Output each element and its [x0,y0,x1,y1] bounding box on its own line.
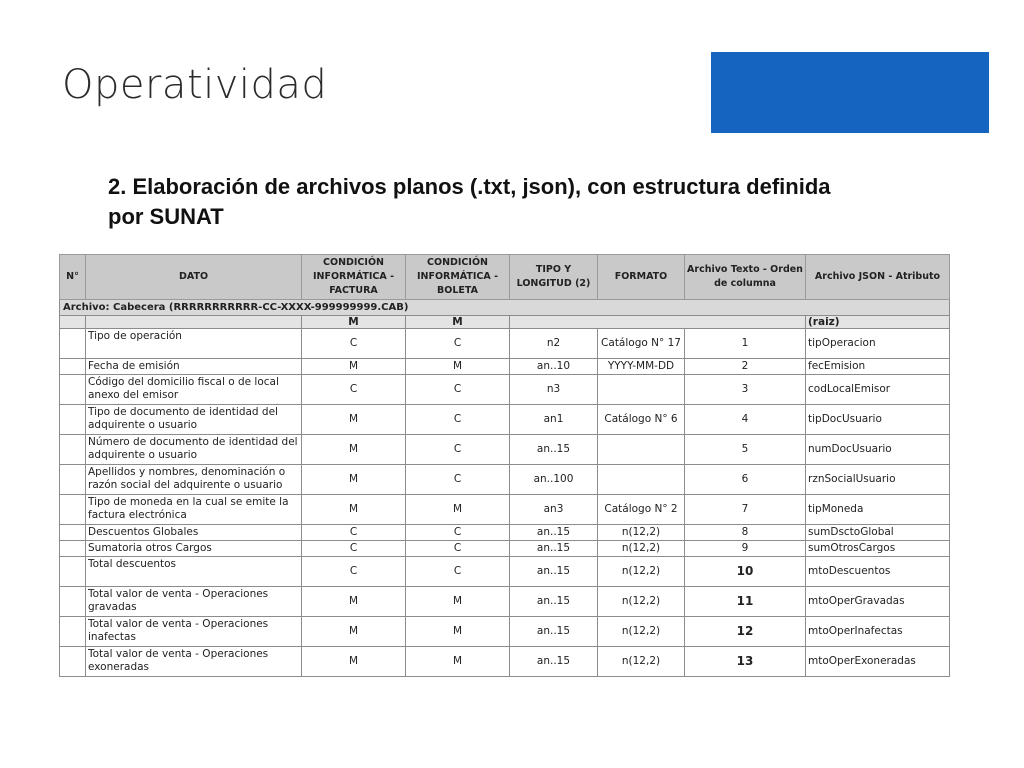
cell-tipo-longitud: an..15 [510,647,598,677]
header-cond-boleta: CONDICIÓN INFORMÁTICA - BOLETA [406,255,510,300]
cell-cond-factura: M [302,617,406,647]
cell-dato: Tipo de operación [86,329,302,359]
cell-cond-factura: C [302,329,406,359]
cell-tipo-longitud: an..10 [510,359,598,375]
cell-dato: Número de documento de identidad del adquirente o usuario [86,435,302,465]
cell-atributo-json: rznSocialUsuario [806,465,950,495]
table-row [60,435,950,465]
table-row [60,587,950,617]
cell-n [60,647,86,677]
cell-cond-factura: M [302,359,406,375]
cell-dato: Fecha de emisión [86,359,302,375]
slide-title: Operatividad [62,62,328,108]
cell-orden-columna: 3 [685,375,806,405]
cell-cond-boleta: C [406,375,510,405]
cell-cond-boleta: M [406,359,510,375]
table-row [60,525,950,541]
table-row [60,359,950,375]
cell-n [60,587,86,617]
cell-dato: Apellidos y nombres, denominación o razón social del adquirente o usuario [86,465,302,495]
cell-cond-factura: C [302,375,406,405]
cell-orden-columna: 12 [685,617,806,647]
table-row [60,617,950,647]
table-row [60,557,950,587]
cell-n [60,405,86,435]
cell-dato: Código del domicilio fiscal o de local anexo del emisor [86,375,302,405]
cell-formato: Catálogo N° 17 [598,329,685,359]
cell-cond-boleta: M [406,587,510,617]
cell-n [60,435,86,465]
cell-atributo-json: mtoOperGravadas [806,587,950,617]
cell-cond-factura: M [302,465,406,495]
slide-subtitle: 2. Elaboración de archivos planos (.txt, json), con estructura definida por SUNAT [108,174,831,229]
cell-cond-factura: M [302,405,406,435]
cell-atributo-json: numDocUsuario [806,435,950,465]
cell-dato: Tipo de moneda en la cual se emite la factura electrónica [86,495,302,525]
cell-cond-factura: M [302,647,406,677]
cell-dato: Sumatoria otros Cargos [86,541,302,557]
cell-cond-boleta: C [406,541,510,557]
cell-cond-factura: C [302,525,406,541]
cell-cond-factura: M [302,435,406,465]
cell-cond-factura: M [302,495,406,525]
accent-block [711,52,989,133]
header-tipo-longitud: TIPO Y LONGITUD (2) [510,255,598,300]
cell-orden-columna: 11 [685,587,806,617]
cell-formato: n(12,2) [598,647,685,677]
cell-orden-columna: 10 [685,557,806,587]
cell-tipo-longitud: an..15 [510,435,598,465]
header-archivo-json: Archivo JSON - Atributo [806,255,950,300]
cell-orden-columna: 8 [685,525,806,541]
cell-tipo-longitud: n3 [510,375,598,405]
cell-atributo-json: mtoOperExoneradas [806,647,950,677]
cell-formato [598,435,685,465]
cell-cond-boleta: C [406,435,510,465]
cell-orden-columna: 13 [685,647,806,677]
cell-dato: Total descuentos [86,557,302,587]
cell-n [60,495,86,525]
cell-atributo-json: sumOtrosCargos [806,541,950,557]
cell-dato: Total valor de venta - Operaciones inafectas [86,617,302,647]
cell-dato: Descuentos Globales [86,525,302,541]
cell-n [60,329,86,359]
table-row [60,405,950,435]
cell-formato: n(12,2) [598,525,685,541]
header-formato: FORMATO [598,255,685,300]
cell-atributo-json: mtoDescuentos [806,557,950,587]
cell-cond-boleta: M [406,647,510,677]
mandatory-factura: M [302,316,406,329]
mandatory-json: (raiz) [806,316,950,329]
file-label-row [60,300,950,316]
table-row [60,465,950,495]
cell-tipo-longitud: an..15 [510,617,598,647]
file-label: Archivo: Cabecera (RRRRRRRRRRR-CC-XXXX-999999999.CAB) [60,300,950,316]
header-archivo-texto: Archivo Texto - Orden de columna [685,255,806,300]
cell-orden-columna: 1 [685,329,806,359]
cell-atributo-json: tipDocUsuario [806,405,950,435]
cell-dato: Tipo de documento de identidad del adquirente o usuario [86,405,302,435]
cell-atributo-json: mtoOperInafectas [806,617,950,647]
cell-tipo-longitud: an..15 [510,541,598,557]
cell-n [60,557,86,587]
cell-orden-columna: 7 [685,495,806,525]
cell-n [60,465,86,495]
cell-cond-boleta: C [406,557,510,587]
table-row [60,647,950,677]
table-header-row [60,255,950,300]
header-dato: DATO [86,255,302,300]
cell-formato: n(12,2) [598,557,685,587]
cell-tipo-longitud: an3 [510,495,598,525]
table-row [60,495,950,525]
cell-formato: Catálogo N° 2 [598,495,685,525]
cell-cond-boleta: M [406,617,510,647]
mandatory-blank [510,316,806,329]
cell-tipo-longitud: an..15 [510,587,598,617]
spec-table [59,254,950,677]
header-n: N° [60,255,86,300]
mandatory-row [60,316,950,329]
cell-cond-factura: M [302,587,406,617]
cell-orden-columna: 2 [685,359,806,375]
table-row [60,329,950,359]
cell-n [60,541,86,557]
cell-tipo-longitud: an1 [510,405,598,435]
cell-n [60,525,86,541]
cell-atributo-json: tipMoneda [806,495,950,525]
cell-tipo-longitud: an..100 [510,465,598,495]
cell-formato: YYYY-MM-DD [598,359,685,375]
cell-formato: n(12,2) [598,617,685,647]
cell-formato [598,465,685,495]
cell-n [60,359,86,375]
cell-orden-columna: 6 [685,465,806,495]
table-row [60,375,950,405]
cell-atributo-json: tipOperacion [806,329,950,359]
cell-formato [598,375,685,405]
cell-atributo-json: sumDsctoGlobal [806,525,950,541]
cell-orden-columna: 4 [685,405,806,435]
mandatory-boleta: M [406,316,510,329]
cell-cond-boleta: M [406,495,510,525]
cell-dato: Total valor de venta - Operaciones exoneradas [86,647,302,677]
table-body [60,329,950,677]
cell-atributo-json: codLocalEmisor [806,375,950,405]
cell-atributo-json: fecEmision [806,359,950,375]
cell-tipo-longitud: n2 [510,329,598,359]
cell-formato: n(12,2) [598,587,685,617]
table-row [60,541,950,557]
mandatory-n [60,316,86,329]
cell-cond-boleta: C [406,525,510,541]
cell-n [60,617,86,647]
cell-orden-columna: 5 [685,435,806,465]
cell-cond-boleta: C [406,465,510,495]
cell-orden-columna: 9 [685,541,806,557]
cell-n [60,375,86,405]
cell-tipo-longitud: an..15 [510,557,598,587]
cell-dato: Total valor de venta - Operaciones gravadas [86,587,302,617]
cell-cond-boleta: C [406,329,510,359]
header-cond-factura: CONDICIÓN INFORMÁTICA - FACTURA [302,255,406,300]
cell-cond-factura: C [302,557,406,587]
cell-formato: Catálogo N° 6 [598,405,685,435]
cell-formato: n(12,2) [598,541,685,557]
mandatory-dato [86,316,302,329]
cell-cond-boleta: C [406,405,510,435]
cell-tipo-longitud: an..15 [510,525,598,541]
spec-table-image [59,254,941,673]
cell-cond-factura: C [302,541,406,557]
